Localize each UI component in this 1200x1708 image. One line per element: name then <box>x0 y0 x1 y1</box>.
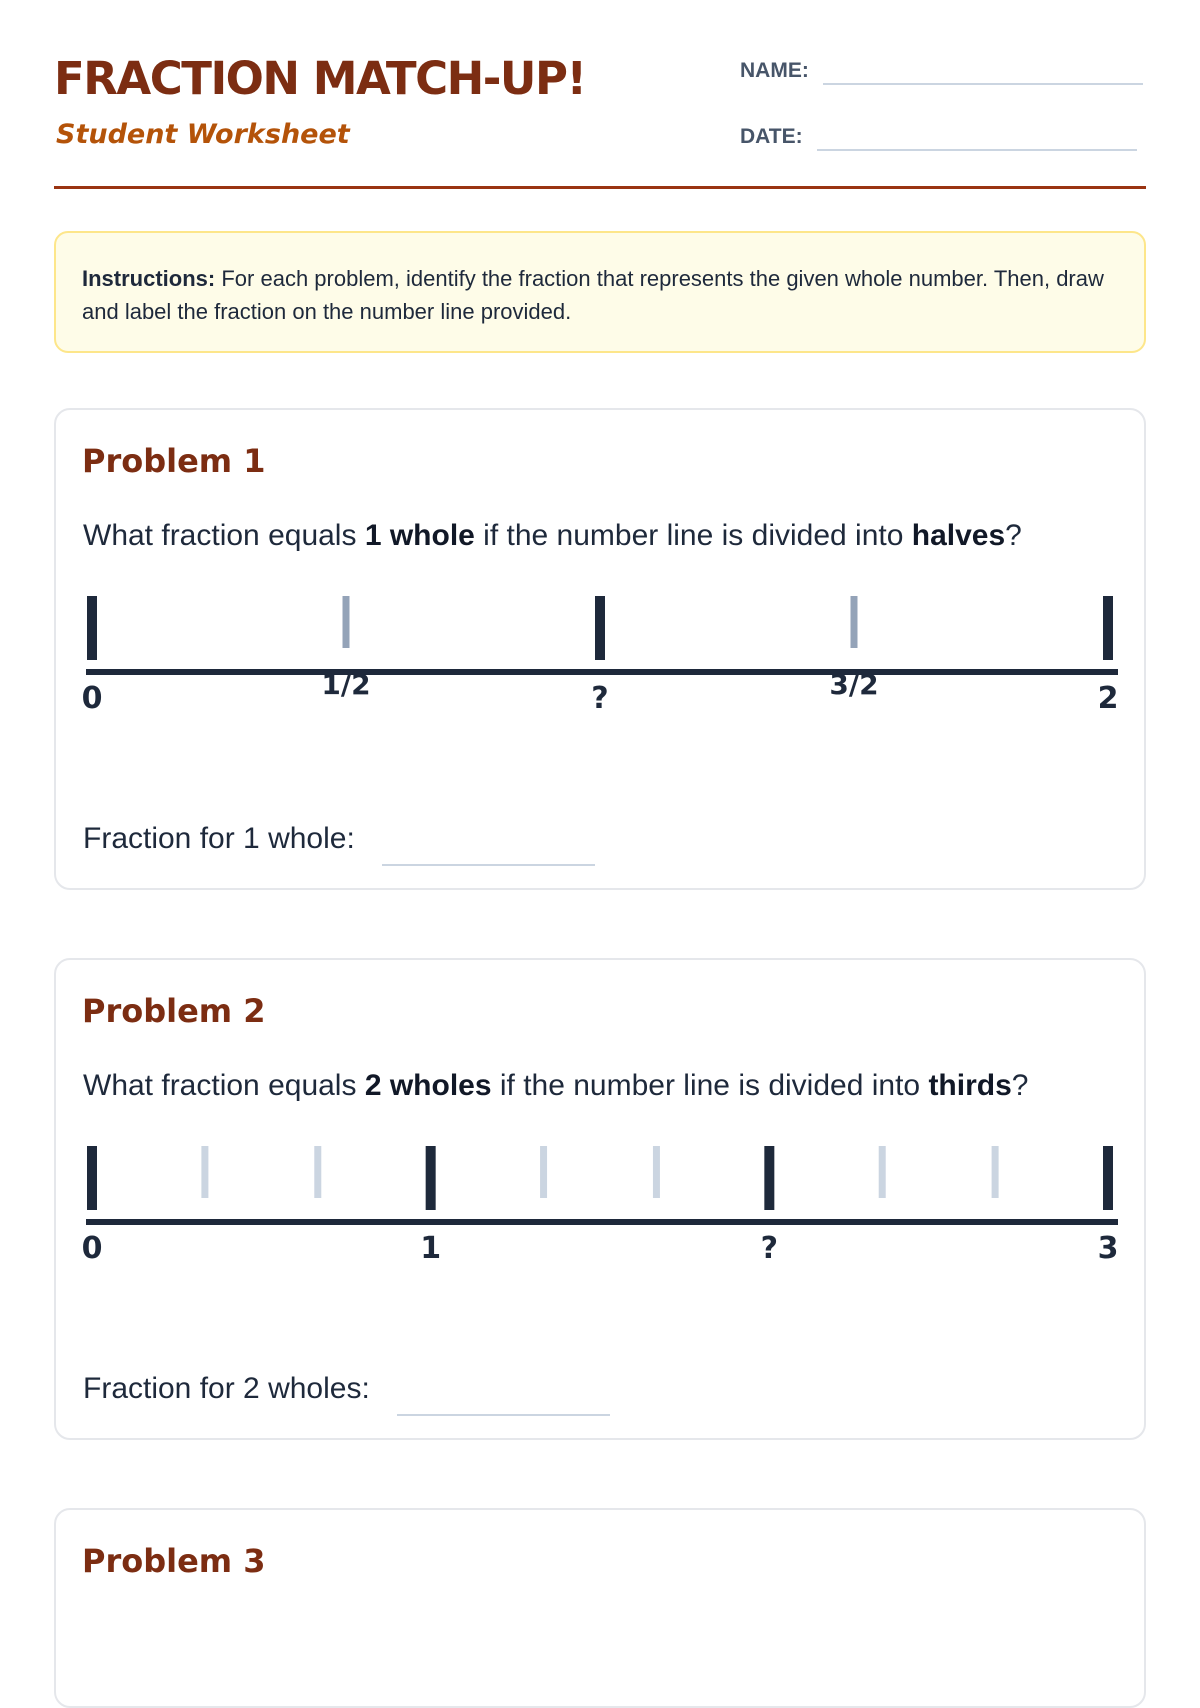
question-text: What fraction equals <box>83 1069 365 1102</box>
question-text: if the number line is divided into <box>491 1069 929 1102</box>
minor-tick <box>851 596 858 648</box>
problem-question <box>83 518 1022 554</box>
question-text: ? <box>1011 1069 1029 1102</box>
problem-card-2 <box>54 958 1146 1440</box>
major-tick-label: ? <box>591 681 609 716</box>
question-emphasis: 1 whole <box>364 519 475 552</box>
answer-input-line[interactable] <box>397 1414 610 1416</box>
problem-question <box>83 1068 1028 1104</box>
name-field <box>740 60 1143 87</box>
major-tick-label: 2 <box>1097 681 1119 716</box>
major-tick <box>1103 596 1113 660</box>
problem-title: Problem 3 <box>82 1542 266 1580</box>
major-tick-label: 1 <box>420 1231 442 1266</box>
major-tick <box>595 596 605 660</box>
question-emphasis: 2 wholes <box>364 1069 492 1102</box>
minor-tick <box>540 1146 547 1198</box>
instructions-label: Instructions: <box>82 266 216 291</box>
header-divider <box>54 186 1146 189</box>
answer-label: Fraction for 1 whole: <box>83 822 355 855</box>
instructions-box <box>54 231 1146 353</box>
worksheet-page <box>54 0 1146 1580</box>
name-input-line[interactable] <box>823 83 1143 85</box>
answer-row <box>83 1374 610 1406</box>
major-tick <box>764 1146 774 1210</box>
worksheet-subtitle: Student Worksheet <box>56 119 350 150</box>
problem-card-3 <box>54 1508 1146 1708</box>
minor-tick <box>201 1146 208 1198</box>
question-emphasis: halves <box>911 519 1006 552</box>
minor-tick <box>879 1146 886 1198</box>
answer-label: Fraction for 2 wholes: <box>83 1372 370 1405</box>
instructions-text: For each problem, identify the fraction that represents the given whole number. Then, draw and label the fraction on the number line provided. <box>82 266 1104 324</box>
question-emphasis: thirds <box>928 1069 1012 1102</box>
number-line[interactable] <box>76 590 1126 730</box>
worksheet-title: FRACTION MATCH-UP! <box>54 52 586 105</box>
major-tick-label: ? <box>760 1231 779 1266</box>
date-label: DATE: <box>740 125 803 148</box>
worksheet-header <box>54 0 1146 192</box>
major-tick-label: 0 <box>81 1231 103 1266</box>
major-tick <box>1103 1146 1113 1210</box>
major-tick <box>87 1146 97 1210</box>
problem-card-1 <box>54 408 1146 890</box>
minor-tick-label: 1/2 <box>321 668 371 701</box>
minor-tick <box>314 1146 321 1198</box>
problem-title: Problem 1 <box>82 442 266 480</box>
minor-tick <box>992 1146 999 1198</box>
major-tick <box>87 596 97 660</box>
major-tick <box>426 1146 436 1210</box>
minor-tick-label: 3/2 <box>829 668 879 701</box>
number-line[interactable] <box>76 1140 1126 1280</box>
major-tick-label: 0 <box>81 681 103 716</box>
problem-title: Problem 2 <box>82 992 266 1030</box>
major-tick-label: 3 <box>1097 1231 1119 1266</box>
name-label: NAME: <box>740 59 809 82</box>
minor-tick <box>343 596 350 648</box>
question-text: What fraction equals <box>83 519 365 552</box>
question-text: ? <box>1005 519 1022 552</box>
question-text: if the number line is divided into <box>474 519 912 552</box>
minor-tick <box>653 1146 660 1198</box>
date-field <box>740 126 1137 153</box>
date-input-line[interactable] <box>817 149 1137 151</box>
answer-input-line[interactable] <box>382 864 595 866</box>
answer-row <box>83 824 595 856</box>
